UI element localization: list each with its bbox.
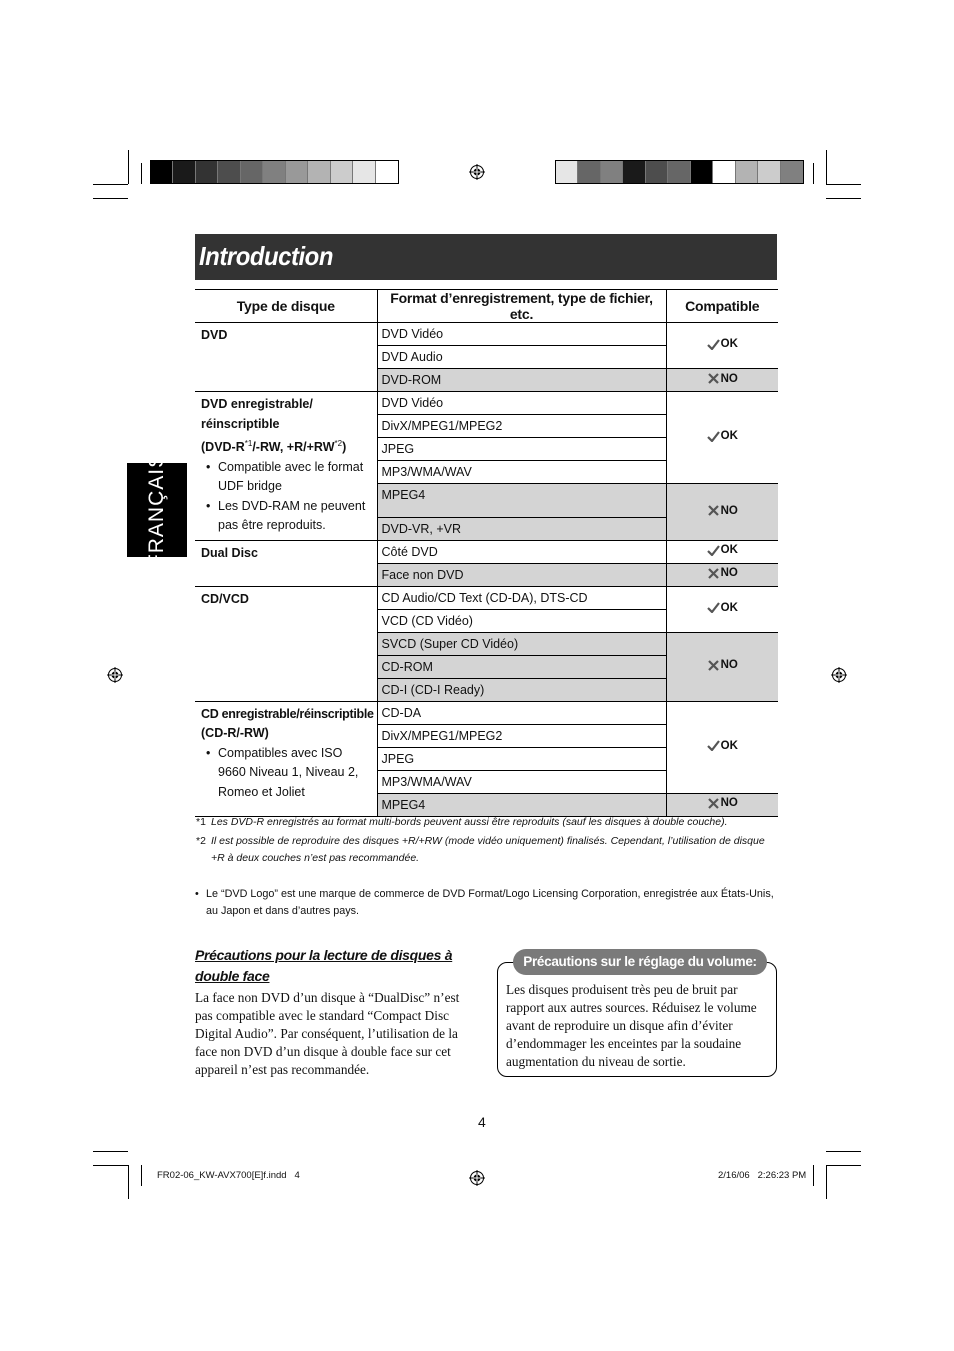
- cross-icon: [707, 798, 720, 809]
- crop-mark: [141, 163, 142, 184]
- format-cell: DVD Vidéo: [377, 323, 666, 346]
- format-cell: MPEG4: [377, 793, 666, 816]
- table-row: [195, 701, 778, 724]
- crop-mark: [141, 1165, 142, 1186]
- check-icon: [707, 431, 720, 442]
- compat-ok: OK: [666, 701, 778, 793]
- format-cell: VCD (CD Vidéo): [377, 609, 666, 632]
- disc-type-label: DVD enregistrable/: [201, 397, 313, 411]
- format-cell: CD-I (CD-I Ready): [377, 678, 666, 701]
- format-cell: DivX/MPEG1/MPEG2: [377, 415, 666, 438]
- check-icon: [707, 545, 720, 556]
- crop-mark: [826, 1165, 861, 1166]
- format-cell: DVD Audio: [377, 346, 666, 369]
- section-heading-double-sided: Précautions pour la lecture de disques à double face: [195, 947, 453, 984]
- crop-mark: [128, 150, 129, 184]
- bullet: •: [195, 888, 199, 900]
- format-cell: SVCD (Super CD Vidéo): [377, 632, 666, 655]
- disc-type-note: • Les DVD-RAM ne peuvent pas être reproduits.: [211, 497, 371, 536]
- section-body-double-sided: La face non DVD d’un disque à “DualDisc” n’est pas compatible avec le standard “Compact Disc Digital Audio”. Par conséquent, l’utilisation de la face non DVD d’un disque à double face sur cet appareil n’est pas recommandée.: [195, 990, 460, 1077]
- disc-type-formats: ($DVD-R^{*1}/-RW$, $+R/+RW^{*2}$): [201, 439, 347, 455]
- header-disc-type: Type de disque: [195, 290, 377, 323]
- header-format: Format d’enregistrement, type de fichier, etc.: [377, 290, 666, 323]
- disc-type-cd-vcd: [195, 586, 377, 701]
- crop-mark: [93, 198, 128, 199]
- disc-type-dual-disc: [195, 540, 377, 586]
- registration-mark-icon: [831, 667, 847, 683]
- compat-no: NO: [666, 632, 778, 701]
- table-row: [195, 540, 778, 563]
- compat-ok: OK: [666, 392, 778, 484]
- footnote-text: Les DVD-R enregistrés au format multi-bords peuvent aussi être reproduits (sauf les disques à double couche).: [211, 816, 728, 828]
- format-cell: DVD-ROM: [377, 369, 666, 392]
- footnote-text: Il est possible de reproduire des disques +R/+RW (mode vidéo uniquement) finalisés. Cependant, l’utilisation de disque +R à deux couches n’est pas recommandée.: [211, 835, 765, 864]
- crop-mark: [93, 1165, 128, 1166]
- disc-type-note: • Compatibles avec ISO 9660 Niveau 1, Niveau 2, Romeo et Joliet: [211, 744, 371, 803]
- disc-type-label: (CD-R/-RW): [201, 726, 269, 741]
- format-cell: DVD Vidéo: [377, 392, 666, 415]
- check-icon: [707, 740, 720, 751]
- format-cell: JPEG: [377, 438, 666, 461]
- cross-icon: [707, 373, 720, 384]
- format-cell: Face non DVD: [377, 563, 666, 586]
- format-cell: MP3/WMA/WAV: [377, 770, 666, 793]
- compat-ok: OK: [666, 323, 778, 369]
- compat-no: NO: [666, 369, 778, 392]
- trademark-note: Le “DVD Logo” est une marque de commerce de DVD Format/Logo Licensing Corporation, enregistrée aux États-Unis, au Japon et dans d’autres pays.: [206, 888, 774, 917]
- disc-type-dvd-recordable: [195, 392, 377, 541]
- color-calibration-bar-left: [150, 160, 399, 184]
- crop-mark: [813, 163, 814, 184]
- registration-mark-icon: [107, 667, 123, 683]
- cross-icon: [707, 660, 720, 671]
- section-heading-volume: Précautions sur le réglage du volume:: [513, 949, 767, 975]
- print-slug-date: 2/16/06 2:26:23 PM: [718, 1170, 807, 1181]
- disc-compatibility-table: [195, 289, 778, 817]
- header-compatible: Compatible: [666, 290, 778, 323]
- language-tab-label: FRANÇAIS: [145, 452, 168, 568]
- crop-mark: [826, 1151, 861, 1152]
- compat-no: NO: [666, 563, 778, 586]
- crop-mark: [826, 150, 827, 184]
- table-row: [195, 392, 778, 415]
- color-calibration-bar-right: [555, 160, 804, 184]
- compat-no: NO: [666, 793, 778, 816]
- check-icon: [707, 339, 720, 350]
- crop-mark: [93, 184, 128, 185]
- footnote: [196, 833, 777, 867]
- compat-ok: OK: [666, 586, 778, 632]
- format-cell: JPEG: [377, 747, 666, 770]
- cross-icon: [707, 505, 720, 516]
- format-cell: MPEG4: [377, 484, 666, 518]
- disc-type-label: réinscriptible: [201, 416, 280, 431]
- disc-type-cd-recordable: [195, 701, 377, 816]
- footnote-mark: *1: [196, 816, 206, 828]
- format-cell: MP3/WMA/WAV: [377, 461, 666, 484]
- disc-type-label: CD/VCD: [201, 591, 249, 606]
- footnote: [196, 814, 777, 831]
- compat-ok: OK: [666, 540, 778, 563]
- format-cell: DVD-VR, +VR: [377, 517, 666, 540]
- disc-type-label: DVD: [201, 328, 228, 342]
- crop-mark: [826, 184, 861, 185]
- disc-type-note: • Compatible avec le format UDF bridge: [211, 458, 371, 497]
- format-cell: Côté DVD: [377, 540, 666, 563]
- disc-type-label: CD enregistrable/réinscriptible: [201, 706, 374, 721]
- print-slug-file: FR02-06_KW-AVX700[E]f.indd 4: [157, 1170, 300, 1181]
- format-cell: DivX/MPEG1/MPEG2: [377, 724, 666, 747]
- page-title: Introduction: [199, 241, 333, 271]
- format-cell: CD Audio/CD Text (CD-DA), DTS-CD: [377, 586, 666, 609]
- format-cell: CD-ROM: [377, 655, 666, 678]
- table-header-row: [195, 290, 778, 323]
- registration-mark-icon: [469, 1170, 485, 1186]
- crop-mark: [826, 198, 861, 199]
- disc-type-dvd: [195, 323, 377, 392]
- crop-mark: [128, 1165, 129, 1199]
- format-cell: CD-DA: [377, 701, 666, 724]
- crop-mark: [93, 1151, 128, 1152]
- section-body-volume: Les disques produisent très peu de bruit par rapport aux autres sources. Réduisez le volume avant de reproduire un disque afin d’éviter d’endommager les enceintes par la soudaine augmentation du niveau de sortie.: [506, 982, 757, 1069]
- registration-mark-icon: [469, 164, 485, 180]
- footnote-mark: *2: [196, 835, 206, 847]
- check-icon: [707, 602, 720, 613]
- page-number: 4: [478, 1114, 486, 1130]
- compat-no: NO: [666, 484, 778, 541]
- table-row: [195, 323, 778, 346]
- crop-mark: [826, 1165, 827, 1199]
- crop-mark: [813, 1165, 814, 1186]
- disc-type-label: Dual Disc: [201, 545, 258, 560]
- title-bar: [195, 234, 777, 280]
- cross-icon: [707, 568, 720, 579]
- table-row: [195, 586, 778, 609]
- language-tab: [127, 452, 187, 568]
